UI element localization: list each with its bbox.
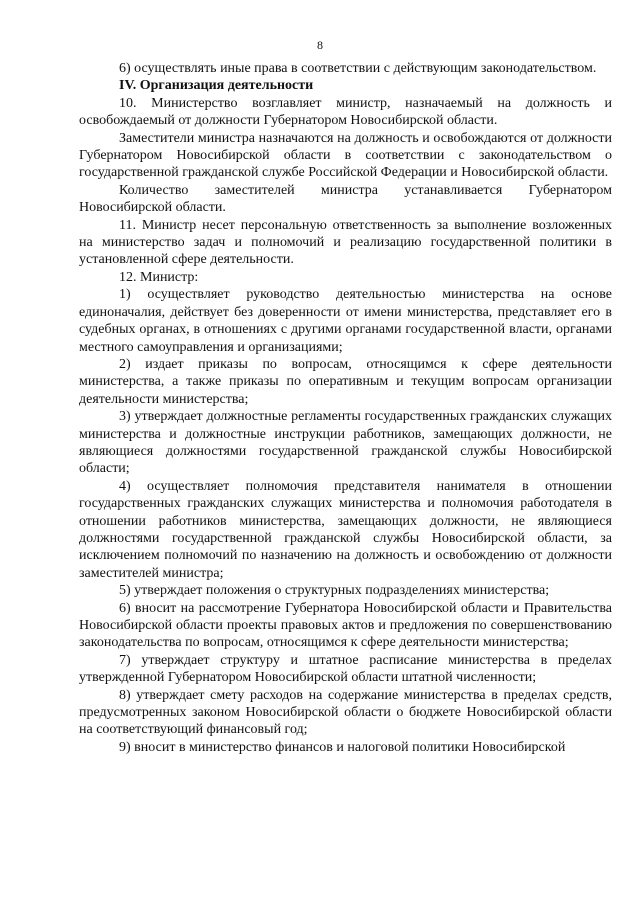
paragraph: 12. Министр: [119, 269, 199, 285]
list-item: 8) утверждает смету расходов на содержание министерства в пределах средств, предусмотренных законом Новосибирской области о бюджете Новосибирской области на соответствующий финансовый год; [79, 687, 612, 738]
paragraph: Количество заместителей министра устанавливается Губернатором Новосибирской области. [79, 182, 612, 216]
list-item: 9) вносит в министерство финансов и налоговой политики Новосибирской [119, 739, 566, 755]
page-body [79, 60, 612, 756]
paragraph: 11. Министр несет персональную ответственность за выполнение возложенных на министерство задач и полномочий и реализацию государственной политики в установленной сфере деятельности. [79, 217, 612, 268]
page-number: 8 [317, 38, 323, 52]
list-item: 4) осуществляет полномочия представителя нанимателя в отношении государственных гражданских служащих министерства и полномочия работодателя в отношении работников министерства, замещающих должности, не являющиеся должностями государственной гражданской службы Новосибирской области, за исключением полномочий по назначению на должность и освобождению от должности заместителей министра; [79, 478, 612, 581]
list-item: 6) вносит на рассмотрение Губернатора Новосибирской области и Правительства Новосибирской области проекты правовых актов и предложения по совершенствованию законодательства по вопросам, относящимся к сфере деятельности министерства; [79, 600, 612, 651]
list-item: 3) утверждает должностные регламенты государственных гражданских служащих министерства и должностные инструкции работников, замещающих должности, не являющиеся должностями государственной гражданской службы Новосибирской области; [79, 409, 612, 477]
paragraph: 10. Министерство возглавляет министр, назначаемый на должность и освобождаемый от должности Губернатором Новосибирской области. [79, 95, 612, 129]
section-heading: IV. Организация деятельности [119, 78, 314, 94]
paragraph: Заместители министра назначаются на должность и освобождаются от должности Губернатором Новосибирской области в соответствии с законодательством о государственной гражданской службе Российской Федерации и Новосибирской области. [79, 130, 612, 181]
list-item: 1) осуществляет руководство деятельностью министерства на основе единоначалия, действует без доверенности от имени министерства, представляет его в судебных органах, в отношениях с другими органами государственной власти, органами местного самоуправления и организациями; [79, 287, 612, 355]
list-item: 5) утверждает положения о структурных подразделениях министерства; [119, 583, 550, 599]
list-item: 2) издает приказы по вопросам, относящимся к сфере деятельности министерства, а также приказы по оперативным и текущим вопросам организации деятельности министерства; [79, 356, 612, 407]
paragraph: 6) осуществлять иные права в соответствии с действующим законодательством. [119, 61, 597, 76]
list-item: 7) утверждает структуру и штатное расписание министерства в пределах утвержденной Губернатором Новосибирской области штатной численности; [79, 652, 612, 686]
